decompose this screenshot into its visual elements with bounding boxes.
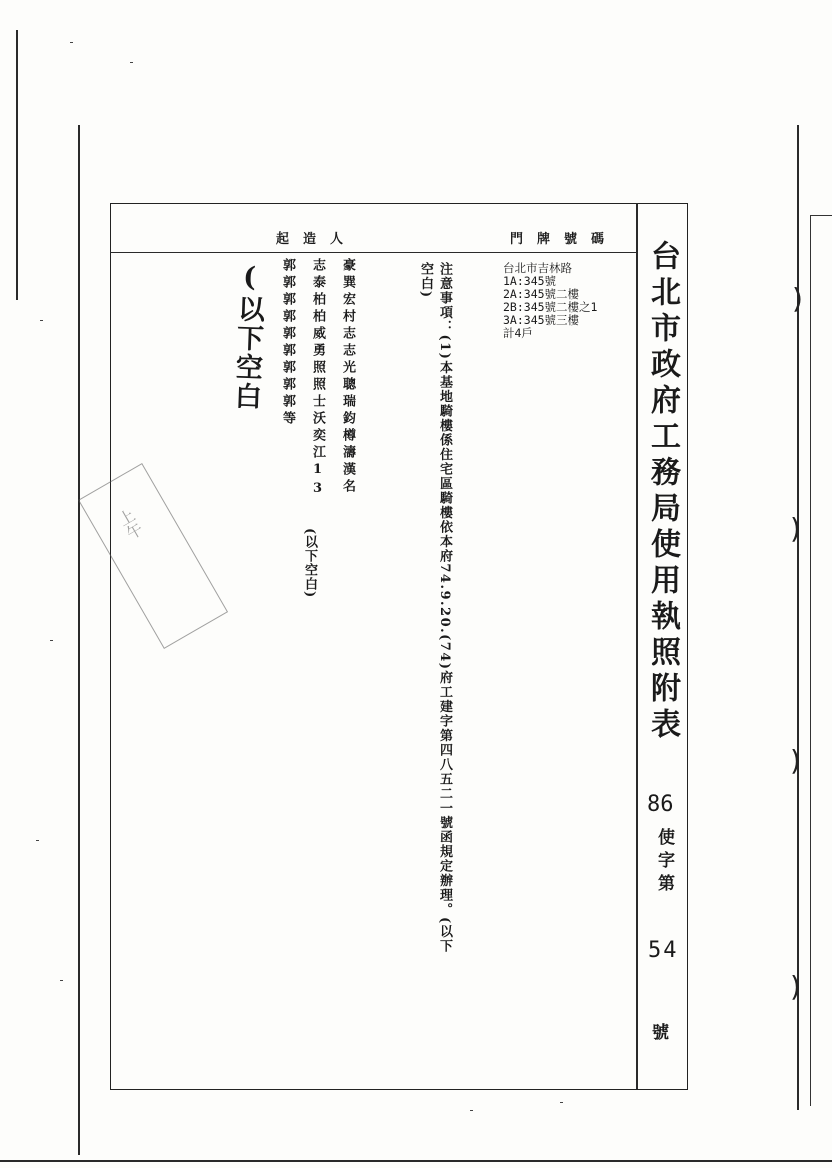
binding-bracket: ) xyxy=(790,970,801,1003)
form-frame xyxy=(110,203,688,1090)
address-total: 計4戶 xyxy=(503,326,533,340)
builder-names-column: 志泰柏柏威勇照照士沃奕江13 xyxy=(310,258,325,500)
scan-speck xyxy=(130,62,133,63)
binding-bracket: ) xyxy=(790,512,801,545)
title-column-divider xyxy=(636,203,638,1089)
notice-text: 注意事項：(1)本基地騎樓係住宅區騎樓依本府74.9.20.(74)府工建字第四八五二一號函規定辦理。(以下空白) xyxy=(418,262,452,954)
builder-header: 起造人 xyxy=(276,232,358,247)
header-row-divider xyxy=(110,252,637,253)
binding-bracket: ) xyxy=(792,282,803,315)
address-unit: 2B:345號二樓之1 xyxy=(503,300,598,314)
address-street: 台北市吉林路 xyxy=(503,261,572,275)
form-title: 台北市政府工務局使用執照附表 xyxy=(645,240,680,744)
builder-blank-note: (以下空白) xyxy=(302,528,317,599)
builder-surname-column: 郭郭郭郭郭郭郭郭郭等 xyxy=(280,258,295,428)
permit-suffix: 號 xyxy=(652,1023,669,1043)
stamp-text: 上午 xyxy=(113,505,146,544)
handwritten-note: (以下空白 xyxy=(229,261,266,412)
binding-bracket: ) xyxy=(790,744,801,777)
permit-year: 86 xyxy=(647,792,674,817)
address-unit: 3A:345號三樓 xyxy=(503,313,580,327)
scan-speck xyxy=(60,980,63,981)
bottom-edge-line xyxy=(0,1160,832,1162)
right-margin-line xyxy=(797,125,799,1110)
adjacent-page-strip xyxy=(810,215,832,1106)
permit-number: 54 xyxy=(648,938,679,963)
builder-names-column: 豪巽宏村志志光聰瑞鈞樽濤漢名 xyxy=(340,258,355,496)
scan-speck xyxy=(470,1110,473,1111)
permit-word: 使字第 xyxy=(654,828,674,897)
scan-speck xyxy=(70,42,73,43)
scan-speck xyxy=(40,320,43,321)
far-left-mark xyxy=(16,30,18,300)
address-unit: 1A:345號 xyxy=(503,274,557,288)
address-header: 門牌號碼 xyxy=(510,232,619,247)
address-list xyxy=(503,262,597,340)
address-unit: 2A:345號二樓 xyxy=(503,287,580,301)
scan-speck xyxy=(50,640,53,641)
scan-speck xyxy=(560,1102,563,1103)
scan-speck xyxy=(36,840,39,841)
left-margin-line xyxy=(78,125,80,1155)
